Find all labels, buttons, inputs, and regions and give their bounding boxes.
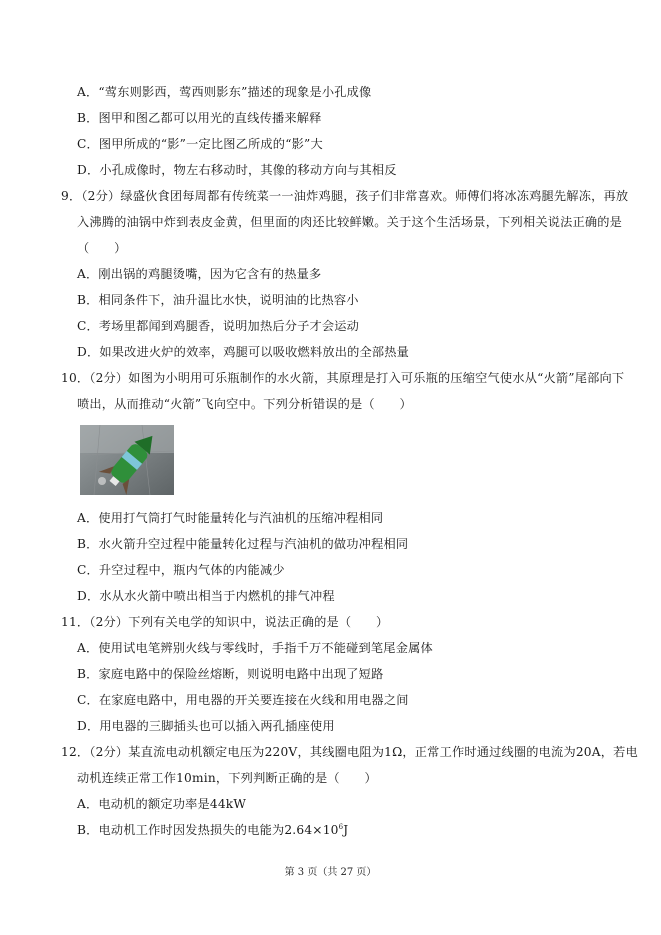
q9-option-c: C．考场里都闻到鸡腿香，说明加热后分子才会运动 (77, 319, 360, 333)
q11-stem-line-1: 11．（2分）下列有关电学的知识中，说法正确的是（ ） (61, 615, 389, 629)
q10-option-b: B．水火箭升空过程中能量转化过程与汽油机的做功冲程相同 (77, 537, 409, 551)
q10-option-c: C．升空过程中，瓶内气体的内能减少 (77, 563, 285, 577)
q10-option-d: D．水从水火箭中喷出相当于内燃机的排气冲程 (77, 589, 335, 603)
q9-stem-line-3: （ ） (77, 241, 127, 255)
q9-stem-line-2: 入沸腾的油锅中炸到表皮金黄，但里面的肉还比较鲜嫩。关于这个生活场景，下列相关说法正确的是 (77, 215, 623, 229)
q9-option-a: A．刚出锅的鸡腿烫嘴，因为它含有的热量多 (77, 267, 322, 281)
q8-option-b: B．图甲和图乙都可以用光的直线传播来解释 (77, 111, 322, 125)
q10-option-a: A．使用打气筒打气时能量转化与汽油机的压缩冲程相同 (77, 511, 384, 525)
q11-option-c: C．在家庭电路中，用电器的开关要连接在火线和用电器之间 (77, 693, 409, 707)
q9-option-b: B．相同条件下，油升温比水快，说明油的比热容小 (77, 293, 359, 307)
page-footer: 第 3 页（共 27 页） (284, 867, 377, 878)
water-rocket-photo (80, 425, 174, 495)
q12-stem-line-1: 12．（2分）某直流电动机额定电压为220V，其线圈电阻为1Ω，正常工作时通过线圈的电流为20A，若电 (61, 745, 638, 759)
q12-option-a: A．电动机的额定功率是44kW (77, 797, 247, 811)
q12-option-b-exponent: 6 (338, 822, 344, 831)
q9-option-d: D．如果改进火炉的效率，鸡腿可以吸收燃料放出的全部热量 (77, 345, 410, 359)
q8-option-a: A．“莺东则影西，莺西则影东”描述的现象是小孔成像 (77, 85, 372, 99)
q11-option-b: B．家庭电路中的保险丝熔断，则说明电路中出现了短路 (77, 667, 384, 681)
q11-option-d: D．用电器的三脚插头也可以插入两孔插座使用 (77, 719, 335, 733)
q9-stem-line-1: 9．（2分）绿盛伙食团每周都有传统菜一一油炸鸡腿，孩子们非常喜欢。师傅们将冰冻鸡腿先解冻，再放 (61, 189, 629, 203)
q8-option-c: C．图甲所成的“影”一定比图乙所成的“影”大 (77, 137, 323, 151)
q12-option-b-text: B．电动机工作时因发热损失的电能为2.64×10 (77, 823, 339, 837)
q10-stem-line-2: 喷出，从而推动“火箭”飞向空中。下列分析错误的是（ ） (77, 397, 412, 411)
q10-stem-line-1: 10．（2分）如图为小明用可乐瓶制作的水火箭，其原理是打入可乐瓶的压缩空气使水从“火箭”尾部向下 (61, 371, 625, 385)
q12-stem-line-2: 动机连续正常工作10min，下列判断正确的是（ ） (77, 771, 377, 785)
q8-option-d: D．小孔成像时，物左右移动时，其像的移动方向与其相反 (77, 163, 397, 177)
q12-option-b (77, 822, 348, 838)
q11-option-a: A．使用试电笔辨别火线与零线时，手指千万不能碰到笔尾金属体 (77, 641, 433, 655)
q12-option-b-unit: J (343, 823, 349, 837)
